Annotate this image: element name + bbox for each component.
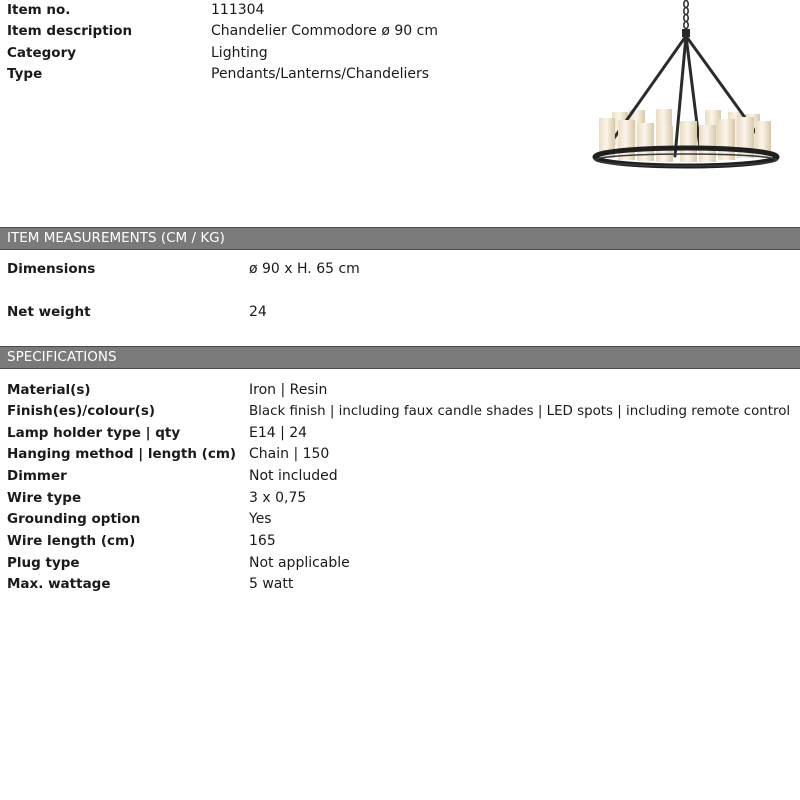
dimensions-label: Dimensions xyxy=(7,261,96,277)
finish-row xyxy=(0,401,800,422)
grounding-row xyxy=(0,509,800,530)
wire-type-value: 3 x 0,75 xyxy=(249,490,307,506)
material-label: Material(s) xyxy=(7,382,91,398)
dimensions-row xyxy=(0,259,800,280)
item-no-value: 111304 xyxy=(211,2,265,18)
wire-length-value: 165 xyxy=(249,533,276,549)
wire-type-row xyxy=(0,488,800,509)
lamp-holder-value: E14 | 24 xyxy=(249,425,308,441)
net-weight-value: 24 xyxy=(249,304,267,320)
net-weight-row xyxy=(0,302,800,323)
item-description-label: Item description xyxy=(7,23,133,39)
category-value: Lighting xyxy=(211,45,268,61)
max-wattage-label: Max. wattage xyxy=(7,576,111,592)
plug-type-value: Not applicable xyxy=(249,555,350,571)
specifications-section-header: SPECIFICATIONS xyxy=(0,346,800,369)
hanging-method-label: Hanging method | length (cm) xyxy=(7,446,237,462)
hanging-method-row xyxy=(0,444,800,465)
item-description-value: Chandelier Commodore ø 90 cm xyxy=(211,23,438,39)
grounding-label: Grounding option xyxy=(7,511,141,527)
wire-length-row xyxy=(0,531,800,552)
wire-type-label: Wire type xyxy=(7,490,82,506)
measurements-section-header: ITEM MEASUREMENTS (CM / KG) xyxy=(0,227,800,250)
max-wattage-value: 5 watt xyxy=(249,576,294,592)
net-weight-label: Net weight xyxy=(7,304,91,320)
plug-type-label: Plug type xyxy=(7,555,80,571)
dimmer-value: Not included xyxy=(249,468,338,484)
lamp-holder-label: Lamp holder type | qty xyxy=(7,425,181,441)
type-label: Type xyxy=(7,66,43,82)
finish-value: Black finish | including faux candle shades | LED spots | including remote control xyxy=(249,404,791,419)
material-value: Iron | Resin xyxy=(249,382,328,398)
max-wattage-row xyxy=(0,574,800,595)
material-row xyxy=(0,380,800,401)
product-image xyxy=(585,0,785,175)
item-no-label: Item no. xyxy=(7,2,71,18)
grounding-value: Yes xyxy=(249,511,272,527)
hanging-method-value: Chain | 150 xyxy=(249,446,330,462)
wire-length-label: Wire length (cm) xyxy=(7,533,136,549)
type-value: Pendants/Lanterns/Chandeliers xyxy=(211,66,430,82)
plug-type-row xyxy=(0,553,800,574)
dimensions-value: ø 90 x H. 65 cm xyxy=(249,261,360,277)
dimmer-label: Dimmer xyxy=(7,468,67,484)
dimmer-row xyxy=(0,466,800,487)
lamp-holder-row xyxy=(0,423,800,444)
category-label: Category xyxy=(7,45,77,61)
finish-label: Finish(es)/colour(s) xyxy=(7,403,156,419)
